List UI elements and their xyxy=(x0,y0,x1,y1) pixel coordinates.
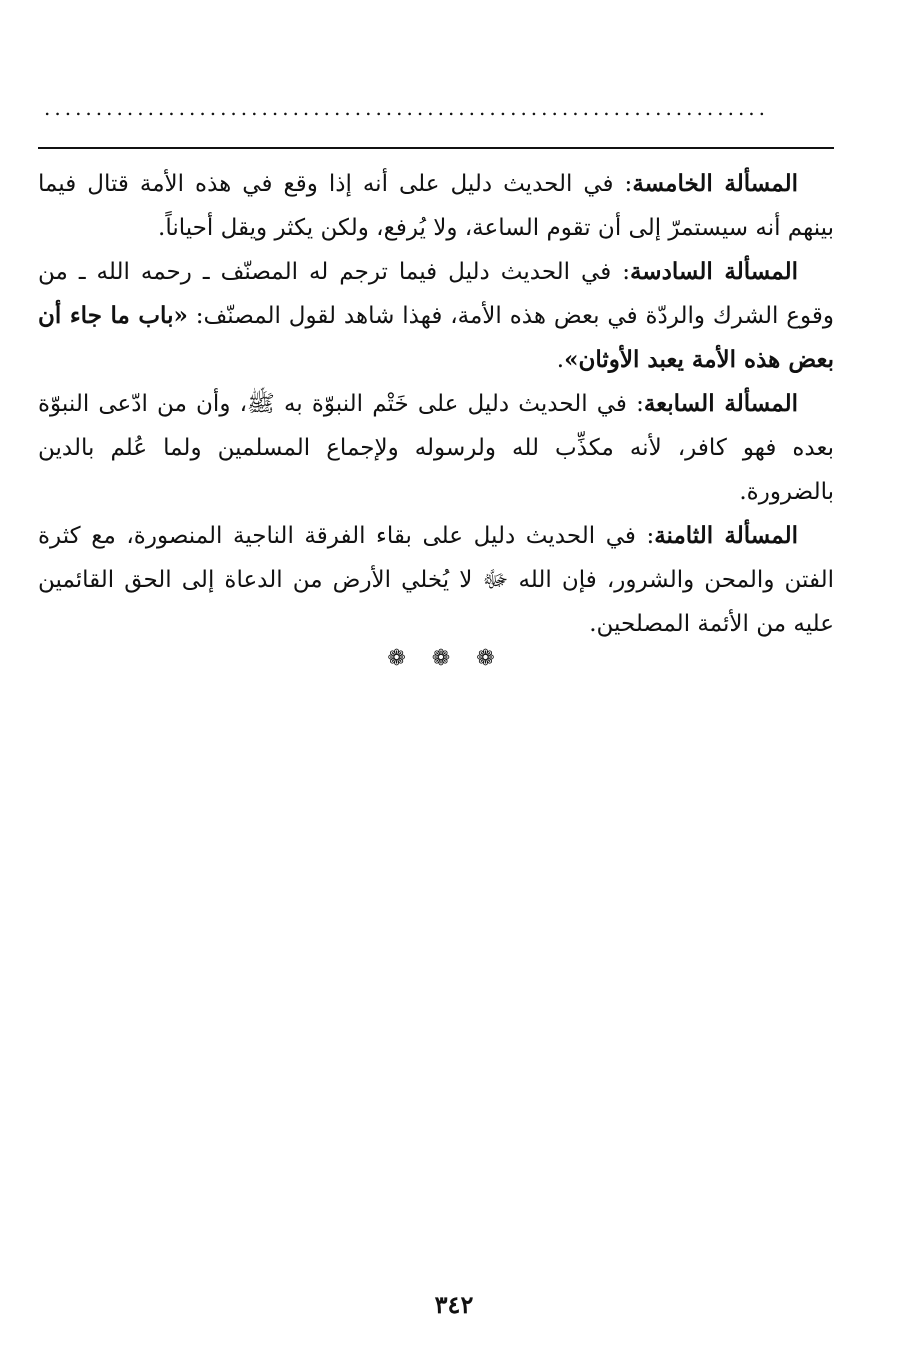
paragraph-fifth-issue xyxy=(38,162,834,250)
paragraph-seventh-issue xyxy=(38,382,834,514)
header-dot-line: ...................................................................... xyxy=(44,98,770,118)
header-rule xyxy=(38,147,834,149)
paragraph-heading: المسألة الخامسة xyxy=(632,170,798,197)
paragraph-text: : في الحديث دليل فيما ترجم له المصنّف ـ رحمه الله ـ من وقوع الشرك والردّة في بعض هذه الأمة، فهذا شاهد لقول المصنّف: xyxy=(38,259,834,329)
paragraph-text: : في الحديث دليل على بقاء الفرقة الناجية المنصورة، مع كثرة الفتن والمحن والشرور، فإن الله ﷻ لا يُخلي الأرض من الدعاة إلى الحق القائمين عليه من الأئمة المصلحين. xyxy=(38,523,834,637)
page-number: ٣٤٢ xyxy=(434,1290,474,1319)
paragraph-eighth-issue xyxy=(38,514,834,646)
paragraph-sixth-issue xyxy=(38,250,834,382)
chapter-quote: «باب ما جاء أن بعض هذه الأمة يعبد الأوثان» xyxy=(38,302,834,373)
paragraph-heading: المسألة الثامنة xyxy=(654,522,798,549)
paragraph-heading: المسألة السادسة xyxy=(629,258,798,285)
page-body xyxy=(38,162,834,646)
paragraph-heading: المسألة السابعة xyxy=(643,390,798,417)
section-separator-ornament: ❁❁❁ xyxy=(387,646,521,671)
paragraph-tail: . xyxy=(556,347,565,373)
paragraph-text: : في الحديث دليل على خَتْم النبوّة به ﷺ، وأن من ادّعى النبوّة بعده فهو كافر، لأنه مكذِّب لله ولرسوله ولإجماع المسلمين ولما عُلم بالدين بالضرورة. xyxy=(38,391,834,505)
paragraph-text: : في الحديث دليل على أنه إذا وقع في هذه الأمة قتال فيما بينهم أنه سيستمرّ إلى أن تقوم الساعة، ولا يُرفع، ولكن يكثر ويقل أحياناً. xyxy=(38,171,834,241)
